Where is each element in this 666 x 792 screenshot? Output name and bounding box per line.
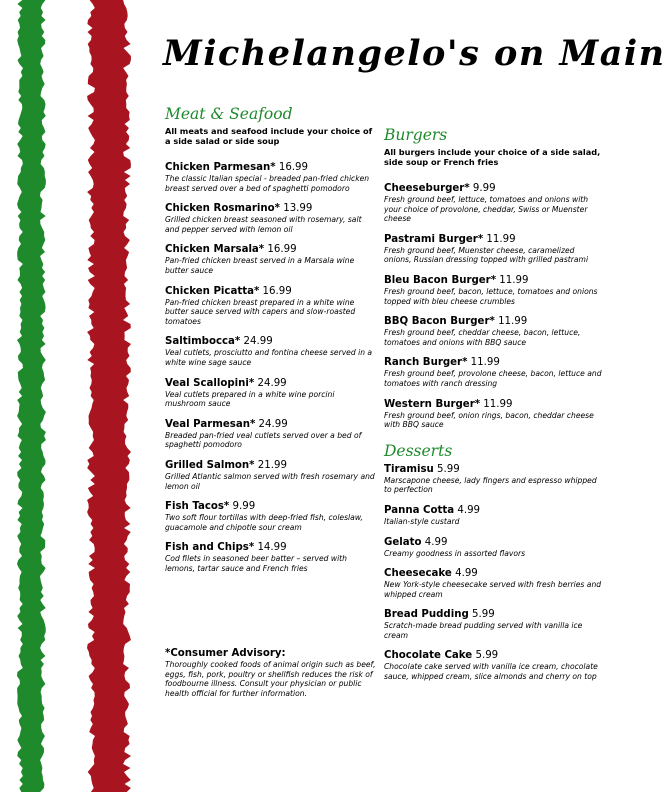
menu-item-price: 24.99 [257, 377, 287, 389]
menu-item-heading [384, 536, 602, 549]
menu-item-price: 5.99 [437, 463, 460, 475]
dessert-items [384, 463, 602, 682]
menu-item [384, 463, 602, 495]
menu-item-heading [165, 335, 375, 348]
menu-item-description: Scratch-made bread pudding served with vanilla ice cream [384, 621, 583, 640]
menu-item-price: 11.99 [486, 233, 516, 245]
menu-item-price: 4.99 [457, 504, 481, 516]
menu-item-heading [165, 377, 375, 390]
menu-item-description: Pan-fried chicken breast served in a Marsala wine butter sauce [165, 256, 355, 275]
menu-item-description: Fresh ground beef, lettuce, tomatoes and onions with your choice of provolone, cheddar, Swiss or Muenster cheese [384, 195, 589, 224]
menu-item-description: Fresh ground beef, onion rings, bacon, cheddar cheese with BBQ sauce [384, 410, 594, 430]
menu-item-description: Creamy goodness in assorted flavors [384, 548, 526, 558]
meat-items [165, 161, 375, 573]
menu-item-price: 4.99 [455, 568, 478, 580]
menu-item-name: Chicken Parmesan* [165, 162, 276, 173]
menu-item [384, 608, 602, 640]
menu-item-name: Bread Pudding [384, 609, 469, 621]
italian-flag-stripes [0, 0, 160, 792]
restaurant-title: Michelangelo's on Main [163, 33, 666, 74]
menu-item [165, 285, 375, 327]
menu-item-price: 24.99 [258, 418, 288, 430]
menu-item-heading [165, 161, 375, 174]
menu-item-price: 16.99 [262, 285, 292, 297]
menu-item-heading [165, 459, 375, 472]
menu-item-description: Marscapone cheese, lady fingers and espresso whipped to perfection [384, 475, 597, 495]
menu-item-heading [384, 274, 602, 287]
menu-item [165, 500, 375, 532]
menu-item-name: Gelato [384, 536, 422, 548]
menu-item-heading [165, 541, 375, 554]
menu-item [384, 536, 602, 559]
menu-item-price: 9.99 [472, 183, 496, 194]
burger-items [384, 182, 602, 430]
menu-item-name: Chicken Picatta* [165, 285, 260, 297]
meat-section-note: All meats and seafood include your choice of a side salad or side soup [165, 126, 373, 146]
menu-item-name: Chicken Rosmarino* [165, 203, 280, 215]
red-stripe [87, 0, 131, 792]
menu-item-heading [384, 608, 602, 621]
menu-item-description: The classic Italian special - breaded pan-fried chicken breast served over a bed of spaghetti pomodoro [165, 174, 370, 193]
menu-item-price: 11.99 [499, 274, 529, 286]
green-stripe [17, 0, 46, 792]
burgers-section-note: All burgers include your choice of a side salad, side soup or French fries [384, 147, 601, 167]
menu-item-name: Grilled Salmon* [165, 459, 255, 471]
menu-item-heading [165, 202, 375, 215]
menu-item-description: New York-style cheesecake served with fresh berries and whipped cream [384, 580, 602, 599]
menu-item-name: Fish Tacos* [165, 501, 230, 513]
menu-item-description: Breaded pan-fried veal cutlets served over a bed of spaghetti pomodoro [165, 430, 362, 450]
menu-item-heading [165, 285, 375, 298]
menu-item-description: Veal cutlets prepared in a white wine porcini mushroom sauce [165, 389, 335, 409]
menu-item-heading [384, 567, 602, 580]
menu-item-price: 14.99 [257, 542, 287, 554]
menu-item-description: Pan-fried chicken breast prepared in a white wine butter sauce served with capers and slow-roasted tomatoes [165, 297, 356, 326]
menu-item-heading [384, 182, 602, 195]
menu-item-name: Chicken Marsala* [165, 244, 265, 256]
menu-item-price: 13.99 [283, 203, 313, 215]
menu-item [384, 356, 602, 388]
menu-item-heading [384, 504, 602, 517]
menu-item-heading [165, 500, 375, 513]
advisory-title: *Consumer Advisory: [165, 648, 286, 659]
menu-item-price: 16.99 [267, 244, 297, 256]
menu-item-name: Pastrami Burger* [384, 233, 484, 245]
menu-item-price: 4.99 [424, 536, 448, 548]
menu-item-name: Western Burger* [384, 398, 481, 410]
menu-item [165, 243, 375, 275]
menu-item-price: 11.99 [498, 316, 528, 328]
menu-item [384, 274, 602, 306]
menu-item-heading [384, 463, 602, 476]
menu-item-price: 16.99 [278, 162, 309, 173]
menu-item [384, 182, 602, 224]
menu-item [165, 459, 375, 491]
menu-item-heading [165, 418, 375, 431]
menu-item-name: Panna Cotta [384, 504, 455, 516]
burgers-desserts-column [384, 126, 602, 691]
menu-item-name: Ranch Burger* [384, 357, 468, 369]
menu-item-price: 5.99 [472, 609, 495, 621]
menu-item [165, 202, 375, 234]
menu-item-name: Saltimbocca* [165, 336, 241, 348]
menu-item-description: Grilled Atlantic salmon served with fresh rosemary and lemon oil [165, 471, 375, 491]
menu-item-price: 21.99 [257, 459, 287, 471]
menu-item [384, 233, 602, 265]
desserts-section-title: Desserts [384, 441, 453, 460]
menu-item-heading [384, 398, 602, 411]
menu-item-heading [384, 233, 602, 246]
menu-item-description: Fresh ground beef, cheddar cheese, bacon, lettuce, tomatoes and onions with BBQ sauce [384, 328, 581, 347]
menu-item-name: Cheeseburger* [384, 183, 470, 194]
menu-item [165, 335, 375, 367]
menu-item-description: Italian-style custard [384, 516, 460, 526]
menu-item-name: BBQ Bacon Burger* [384, 316, 495, 328]
menu-item-heading [384, 315, 602, 328]
menu-item-name: Tiramisu [384, 463, 434, 475]
menu-item-name: Bleu Bacon Burger* [384, 274, 497, 286]
menu-item-name: Fish and Chips* [165, 542, 255, 554]
menu-item [165, 377, 375, 409]
menu-item-name: Cheesecake [384, 568, 452, 580]
menu-item-description: Chocolate cake served with vanilla ice cream, chocolate sauce, whipped cream, slice almonds and cherry on top [384, 662, 598, 682]
menu-item-heading [384, 356, 602, 369]
menu-item [384, 649, 602, 681]
menu-item-description: Veal cutlets, prosciutto and fontina cheese served in a white wine sage sauce [165, 348, 373, 367]
menu-item-price: 5.99 [475, 650, 499, 662]
consumer-advisory [165, 648, 377, 698]
menu-item [384, 315, 602, 347]
menu-item [165, 418, 375, 450]
burgers-section-title: Burgers [384, 126, 448, 144]
menu-item-description: Fresh ground beef, Muenster cheese, caramelized onions, Russian dressing topped with grilled pastrami [384, 245, 589, 265]
advisory-text: Thoroughly cooked foods of animal origin such as beef, eggs, fish, pork, poultry or shellfish reduces the risk of foodbourne illness. Consult your physician or public health official for further information. [165, 660, 376, 698]
menu-item-price: 11.99 [483, 398, 513, 410]
menu-item [384, 567, 602, 599]
menu-item-name: Veal Parmesan* [165, 418, 256, 430]
menu-item-heading [384, 649, 602, 662]
menu-item [384, 398, 602, 430]
menu-item-price: 24.99 [243, 336, 273, 348]
menu-item-description: Grilled chicken breast seasoned with rosemary, salt and pepper served with lemon oil [165, 215, 362, 234]
menu-item-description: Fresh ground beef, provolone cheese, bacon, lettuce and tomatoes with ranch dressing [384, 369, 602, 388]
menu-item-description: Fresh ground beef, bacon, lettuce, tomatoes and onions topped with bleu cheese crumbles [384, 286, 598, 306]
menu-item [165, 161, 375, 193]
menu-item-name: Chocolate Cake [384, 650, 473, 662]
menu-item-name: Veal Scallopini* [165, 377, 255, 389]
menu-item-price: 9.99 [232, 501, 256, 513]
menu-item [384, 504, 602, 527]
menu-item [165, 541, 375, 573]
meat-seafood-column [165, 105, 375, 582]
meat-section-title: Meat & Seafood [165, 105, 293, 123]
menu-item-description: Cod filets in seasoned beer batter – served with lemons, tartar sauce and French fries [165, 554, 347, 573]
menu-item-description: Two soft flour tortillas with deep-fried fish, coleslaw, guacamole and chipotle sour cream [165, 513, 363, 532]
menu-item-heading [165, 243, 375, 256]
menu-item-price: 11.99 [470, 357, 500, 369]
